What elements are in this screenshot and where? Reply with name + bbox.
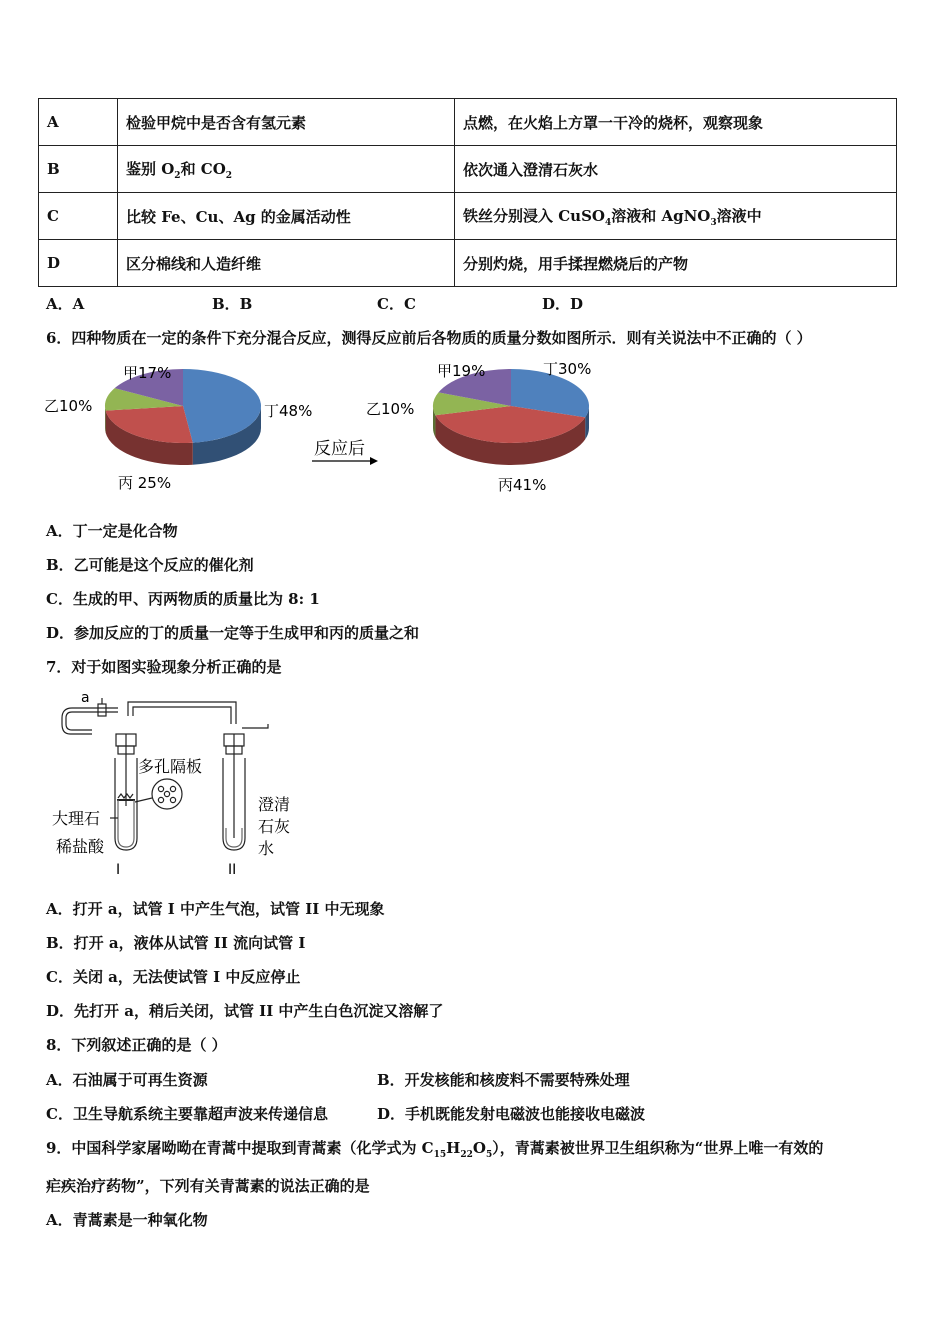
q6-option-c[interactable]: C．生成的甲、丙两物质的质量比为 8: 1 bbox=[46, 590, 320, 608]
q7-stem: 7．对于如图实验现象分析正确的是 bbox=[46, 658, 282, 676]
connecting-tube bbox=[128, 702, 236, 724]
q7-apparatus-diagram bbox=[48, 688, 308, 880]
q9-stem-line-1: 9．中国科学家屠呦呦在青蒿中提取到青蒿素（化学式为 $C_{15}H_{22}O_5$），青蒿素被世界卫生组织称为“世界上唯一有效的 bbox=[46, 1139, 824, 1160]
row-label: B bbox=[39, 146, 118, 193]
q5-choice-d[interactable]: D．D bbox=[542, 295, 584, 313]
row-purpose: 区分棉线和人造纤维 bbox=[118, 240, 455, 287]
limewater-label-3: 水 bbox=[258, 839, 275, 858]
tube-2-outlet bbox=[242, 724, 268, 728]
connecting-tube-inner bbox=[133, 707, 231, 724]
row-purpose: 鉴别 $O_2$和 $CO_2$ bbox=[118, 146, 455, 193]
q8-stem: 8．下列叙述正确的是（ ） bbox=[46, 1036, 227, 1054]
q5-choice-c[interactable]: C．C bbox=[377, 295, 416, 313]
row-label: D bbox=[39, 240, 118, 287]
row-purpose: 比较 Fe、Cu、Ag 的金属活动性 bbox=[118, 193, 455, 240]
plate-callout bbox=[152, 779, 182, 809]
q9-stem-line-2: 疟疾治疗药物”，下列有关青蒿素的说法正确的是 bbox=[46, 1177, 370, 1195]
tube-1-label: I bbox=[116, 862, 121, 878]
valve-a[interactable] bbox=[98, 704, 106, 716]
row-label: C bbox=[39, 193, 118, 240]
q7-option-c[interactable]: C．关闭 a，无法使试管 I 中反应停止 bbox=[46, 968, 301, 986]
q7-option-d[interactable]: D．先打开 a，稍后关闭，试管 II 中产生白色沉淀又溶解了 bbox=[46, 1002, 444, 1020]
row-method: 点燃，在火焰上方罩一干冷的烧杯，观察现象 bbox=[455, 99, 897, 146]
marble-label: 大理石 bbox=[52, 809, 101, 828]
q6-stem: 6．四种物质在一定的条件下充分混合反应，测得反应前后各物质的质量分数如图所示．则有关说法中不正确的（ ） bbox=[46, 329, 812, 347]
q9-option-a[interactable]: A．青蒿素是一种氧化物 bbox=[46, 1211, 208, 1229]
q6-pie-figure bbox=[40, 356, 660, 501]
pie-label-yi-after: 乙10% bbox=[366, 400, 415, 418]
pie-label-jia-after: 甲19% bbox=[437, 362, 486, 380]
row-purpose: 检验甲烷中是否含有氢元素 bbox=[118, 99, 455, 146]
q8-option-d[interactable]: D．手机既能发射电磁波也能接收电磁波 bbox=[377, 1105, 646, 1123]
pie-label-yi-before: 乙10% bbox=[44, 397, 93, 415]
limewater-label-2: 石灰 bbox=[258, 817, 291, 836]
q8-option-c[interactable]: C．卫生导航系统主要靠超声波来传递信息 bbox=[46, 1105, 328, 1123]
pie-label-jia-before: 甲17% bbox=[123, 364, 172, 382]
pie-label-ding-before: 丁48% bbox=[264, 402, 313, 420]
pie-label-ding-after: 丁30% bbox=[543, 360, 592, 378]
plate-hole bbox=[158, 797, 163, 802]
q6-option-d[interactable]: D．参加反应的丁的质量一定等于生成甲和丙的质量之和 bbox=[46, 624, 420, 642]
pie-after bbox=[433, 369, 589, 465]
plate-hole bbox=[170, 786, 175, 791]
plate-hole bbox=[170, 797, 175, 802]
plate-label: 多孔隔板 bbox=[138, 757, 203, 776]
q7-option-a[interactable]: A．打开 a，试管 I 中产生气泡，试管 II 中无现象 bbox=[46, 900, 385, 918]
q5-choice-a[interactable]: A．A bbox=[46, 295, 85, 313]
row-method: 铁丝分别浸入 CuSO$_4$溶液和 AgNO$_3$溶液中 bbox=[455, 193, 897, 240]
table-row bbox=[39, 99, 897, 146]
tube-2-label: II bbox=[228, 862, 237, 878]
experiment-table bbox=[38, 98, 897, 287]
pie-label-bing-after: 丙41% bbox=[498, 476, 547, 494]
q7-option-b[interactable]: B．打开 a，液体从试管 II 流向试管 I bbox=[46, 934, 306, 952]
plate-hole bbox=[164, 791, 169, 796]
acid-label: 稀盐酸 bbox=[56, 837, 105, 856]
q5-choice-b[interactable]: B．B bbox=[212, 295, 253, 313]
arrow-label: 反应后 bbox=[314, 439, 365, 459]
row-method: 依次通入澄清石灰水 bbox=[455, 146, 897, 193]
q6-option-b[interactable]: B．乙可能是这个反应的催化剂 bbox=[46, 556, 254, 574]
pie-label-bing-before: 丙 25% bbox=[118, 474, 172, 492]
pie-before bbox=[105, 369, 261, 465]
plate-hole bbox=[158, 786, 163, 791]
q6-option-a[interactable]: A．丁一定是化合物 bbox=[46, 522, 178, 540]
side-tube bbox=[66, 712, 118, 730]
arrow-head bbox=[370, 457, 378, 465]
limewater-label-1: 澄清 bbox=[258, 795, 291, 814]
q8-option-b[interactable]: B．开发核能和核废料不需要特殊处理 bbox=[377, 1071, 630, 1089]
row-method: 分别灼烧，用手揉捏燃烧后的产物 bbox=[455, 240, 897, 287]
acid-liquid bbox=[118, 800, 134, 847]
table-row bbox=[39, 240, 897, 287]
row-label: A bbox=[39, 99, 118, 146]
q8-option-a[interactable]: A．石油属于可再生资源 bbox=[46, 1071, 208, 1089]
table-row bbox=[39, 146, 897, 193]
table-row bbox=[39, 193, 897, 240]
valve-label: a bbox=[81, 690, 90, 706]
